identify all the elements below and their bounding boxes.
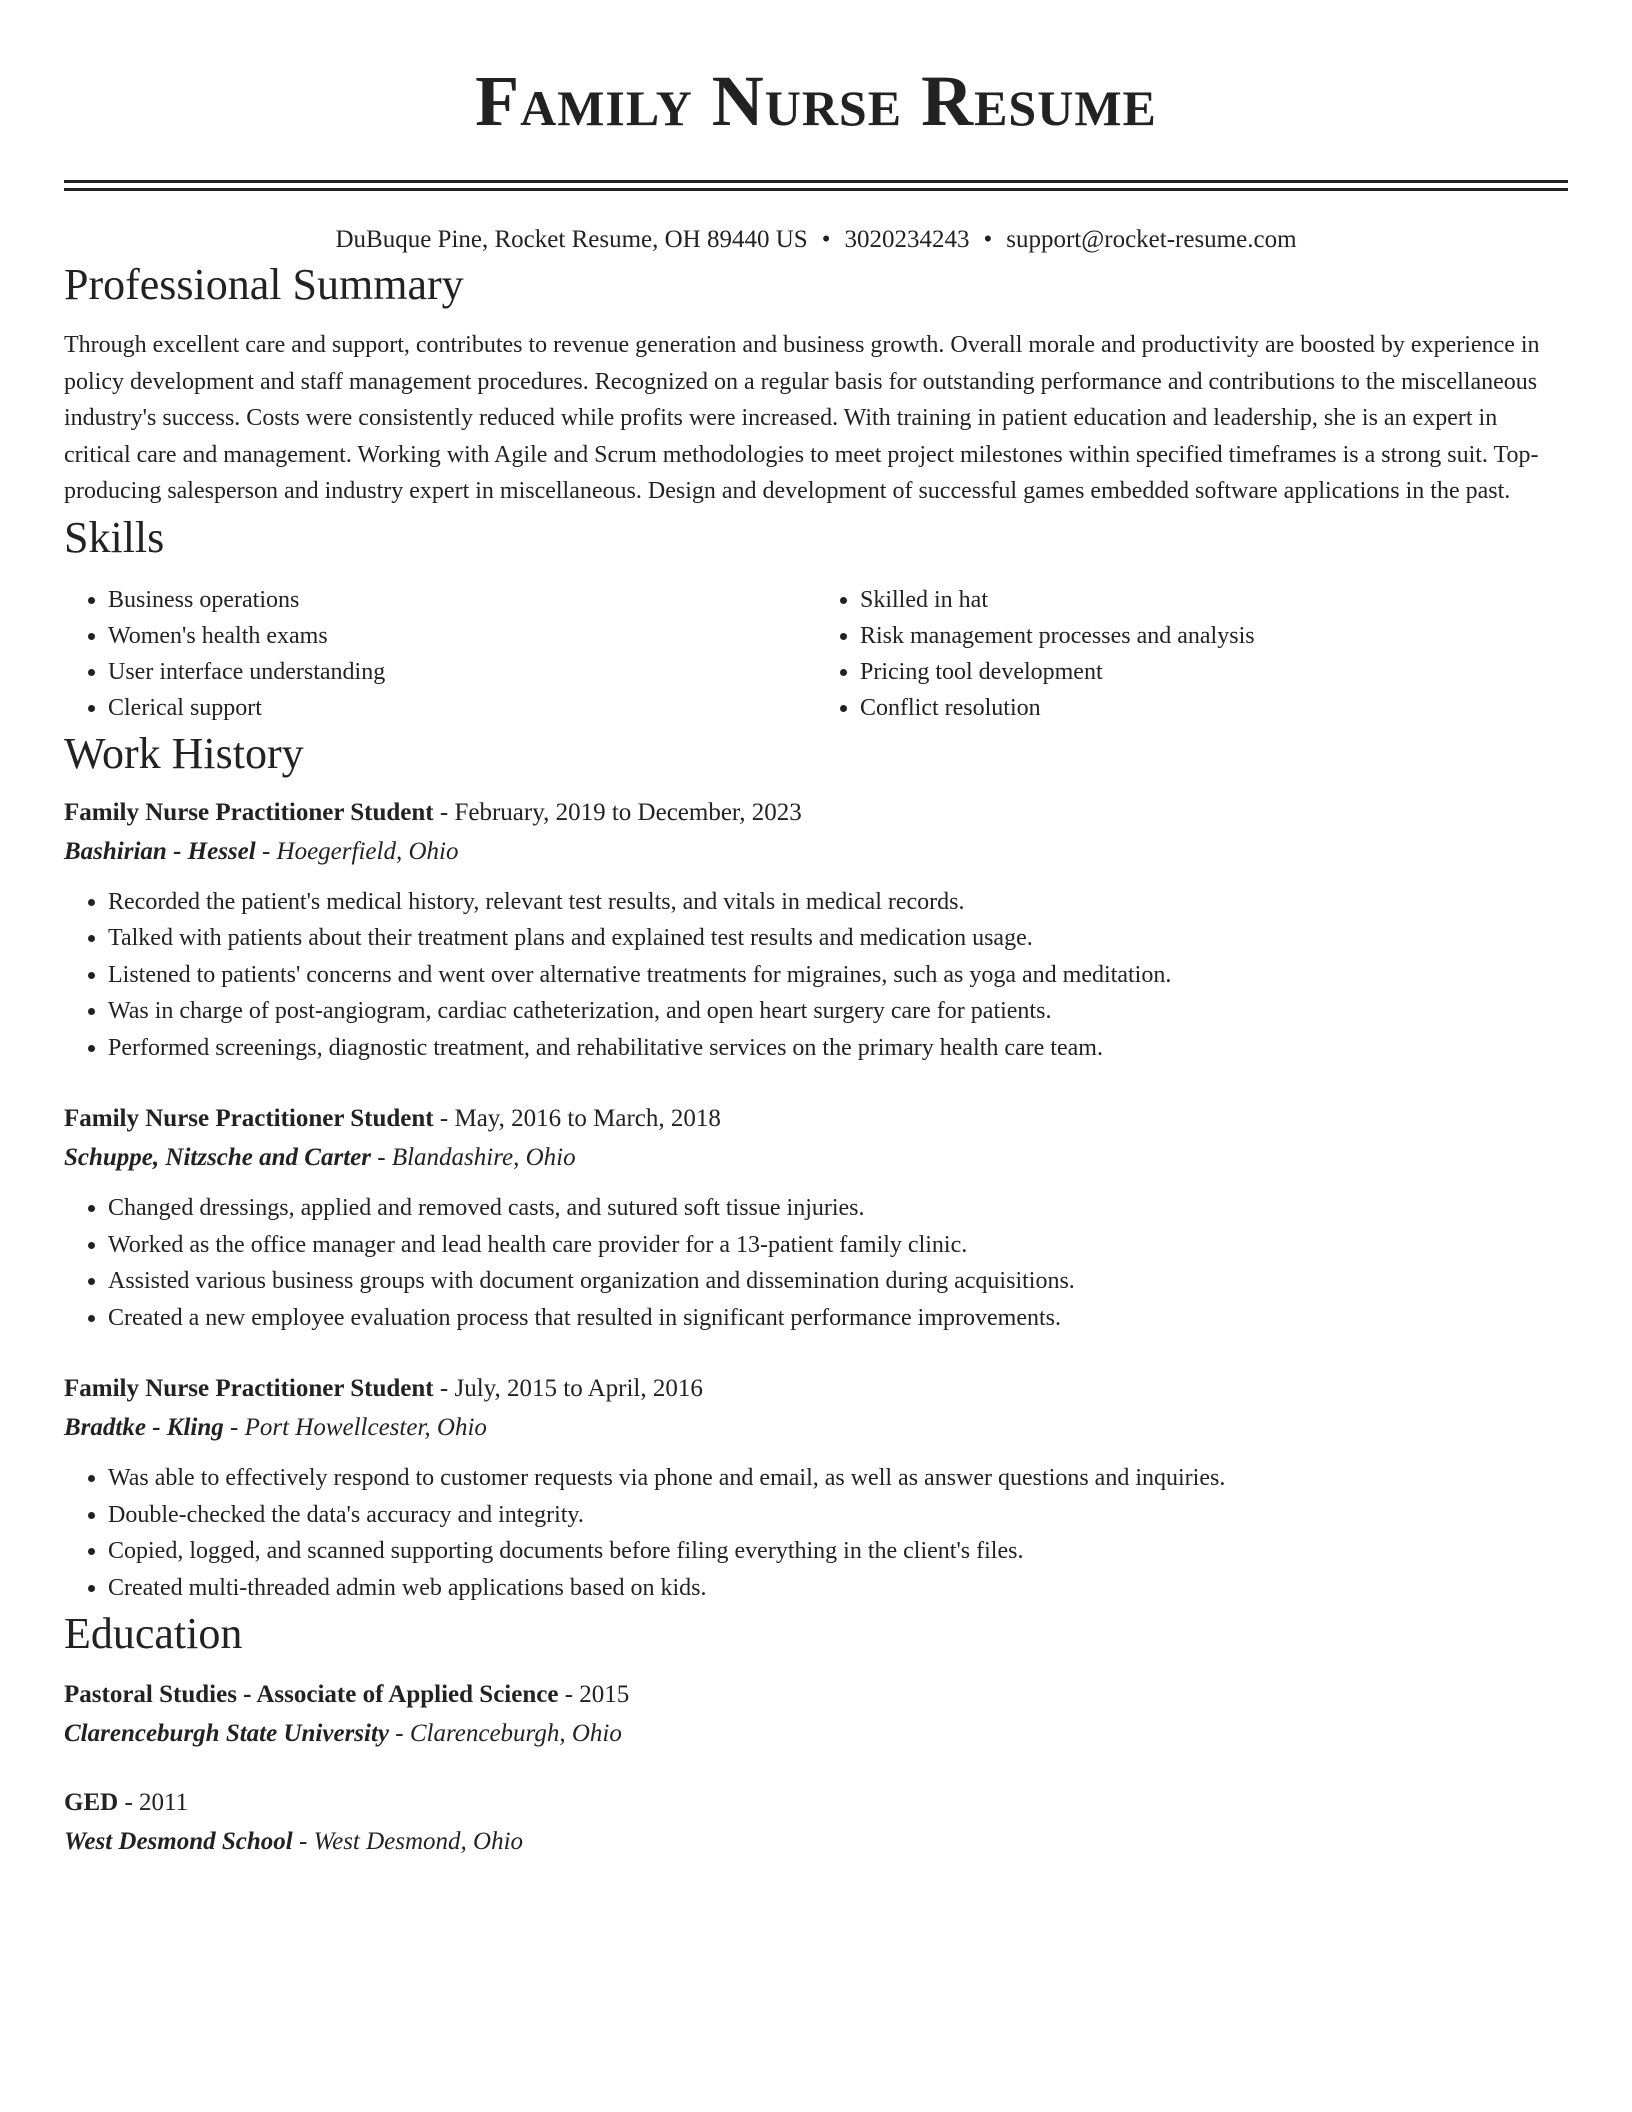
job-company: Bashirian - Hessel [64, 837, 256, 865]
education-school: Clarenceburgh State University [64, 1720, 390, 1747]
education-degree: Pastoral Studies - Associate of Applied Science [64, 1681, 559, 1708]
contact-separator: • [821, 226, 831, 253]
education-header: Pastoral Studies - Associate of Applied Science - 2015 [64, 1681, 630, 1708]
skill-item: • Risk management processes and analysis [860, 618, 1568, 654]
job-bullet: • Recorded the patient's medical history, relevant test results, and vitals in medical records. [108, 884, 1568, 921]
contact-address: DuBuque Pine, Rocket Resume, OH 89440 US [335, 226, 808, 253]
job-bullet: • Changed dressings, applied and removed casts, and sutured soft tissue injuries. [108, 1190, 1568, 1227]
education-entry [64, 1784, 1568, 1862]
education-location: West Desmond, Ohio [313, 1828, 524, 1855]
job-bullet: • Talked with patients about their treatment plans and explained test results and medication usage. [108, 920, 1568, 957]
skill-item: • Clerical support [108, 690, 816, 726]
job-bullet: • Was able to effectively respond to customer requests via phone and email, as well as answer questions and inquiries. [108, 1460, 1568, 1497]
header-divider [64, 180, 1568, 191]
job-company: Bradtke - Kling [64, 1414, 224, 1441]
skill-item: • Business operations [108, 582, 816, 618]
skills-column-left [64, 582, 816, 726]
summary-text: Through excellent care and support, contributes to revenue generation and business growth. Overall morale and productivity are boosted by experience in policy development and staff management procedures. Recognized on a regular basis for outstanding performance and contributions to the miscellaneous industry's success. Costs were consistently reduced while profits were increased. With training in patient education and leadership, she is an expert in critical care and management. Working with Agile and Scrum methodologies to meet project milestones within specified timeframes is a strong suit. Top-producing salesperson and industry expert in miscellaneous. Design and development of successful games embedded software applications in the past. [64, 332, 1540, 504]
job-bullet: • Listened to patients' concerns and went over alternative treatments for migraines, such as yoga and meditation. [108, 957, 1568, 994]
education-school-line: West Desmond School - West Desmond, Ohio [64, 1828, 524, 1855]
job-bullet: • Created a new employee evaluation process that resulted in significant performance improvements. [108, 1300, 1568, 1337]
job-header: Family Nurse Practitioner Student - July, 2015 to April, 2016 [64, 1375, 703, 1402]
job-bullet: • Worked as the office manager and lead health care provider for a 13-patient family clinic. [108, 1227, 1568, 1264]
job-bullet: • Created multi-threaded admin web applications based on kids. [108, 1570, 1568, 1607]
job-role: Family Nurse Practitioner Student [64, 1375, 434, 1402]
job-bullets [64, 1190, 1568, 1336]
job-company-line: Schuppe, Nitzsche and Carter - Blandashire, Ohio [64, 1144, 576, 1171]
summary-heading: Professional Summary [64, 260, 464, 309]
job-bullet: • Was in charge of post-angiogram, cardiac catheterization, and open heart surgery care for patients. [108, 993, 1568, 1030]
skill-item: • Women's health exams [108, 618, 816, 654]
job-company: Schuppe, Nitzsche and Carter [64, 1144, 371, 1171]
contact-email: support@rocket-resume.com [1006, 226, 1297, 253]
education-school-line: Clarenceburgh State University - Clarenceburgh, Ohio [64, 1720, 622, 1747]
job-entry [64, 1100, 1568, 1336]
skills-list [64, 582, 1568, 726]
education-heading: Education [64, 1609, 243, 1658]
job-bullet: • Performed screenings, diagnostic treatment, and rehabilitative services on the primary health care team. [108, 1030, 1568, 1067]
skill-item: • Skilled in hat [860, 582, 1568, 618]
job-header: Family Nurse Practitioner Student - May, 2016 to March, 2018 [64, 1105, 721, 1132]
job-location: Blandashire, Ohio [391, 1144, 576, 1171]
work-history-heading: Work History [64, 728, 304, 778]
skill-item: • Conflict resolution [860, 690, 1568, 726]
job-header: Family Nurse Practitioner Student - February, 2019 to December, 2023 [64, 798, 802, 826]
education-year: 2011 [139, 1789, 189, 1816]
education-degree: GED [64, 1789, 119, 1816]
job-role: Family Nurse Practitioner Student [64, 798, 434, 826]
contact-separator: • [983, 226, 993, 253]
job-company-line: Bashirian - Hessel - Hoegerfield, Ohio [64, 837, 459, 865]
job-role: Family Nurse Practitioner Student [64, 1105, 434, 1132]
skills-column-right [816, 582, 1568, 726]
job-company-line: Bradtke - Kling - Port Howellcester, Ohio [64, 1414, 487, 1441]
skills-heading: Skills [64, 512, 165, 562]
education-year: 2015 [579, 1681, 630, 1708]
job-entry [64, 1370, 1568, 1606]
job-dates: July, 2015 to April, 2016 [454, 1375, 703, 1402]
skill-item: • Pricing tool development [860, 654, 1568, 690]
job-location: Hoegerfield, Ohio [276, 837, 459, 865]
contact-phone: 3020234243 [844, 226, 970, 253]
education-header: GED - 2011 [64, 1789, 189, 1816]
job-dates: February, 2019 to December, 2023 [454, 798, 802, 826]
job-location: Port Howellcester, Ohio [244, 1414, 487, 1441]
contact-line [64, 223, 1568, 257]
job-bullet: • Assisted various business groups with document organization and dissemination during acquisitions. [108, 1263, 1568, 1300]
job-bullet: • Double-checked the data's accuracy and integrity. [108, 1497, 1568, 1534]
resume-name: Family Nurse Resume [475, 61, 1157, 141]
education-school: West Desmond School [64, 1828, 293, 1855]
education-entry [64, 1676, 1568, 1754]
job-dates: May, 2016 to March, 2018 [454, 1105, 721, 1132]
job-bullets [64, 1460, 1568, 1606]
job-entry [64, 794, 1568, 1067]
skill-item: • User interface understanding [108, 654, 816, 690]
job-bullets [64, 884, 1568, 1067]
education-location: Clarenceburgh, Ohio [409, 1720, 622, 1747]
job-bullet: • Copied, logged, and scanned supporting documents before filing everything in the client's files. [108, 1533, 1568, 1570]
